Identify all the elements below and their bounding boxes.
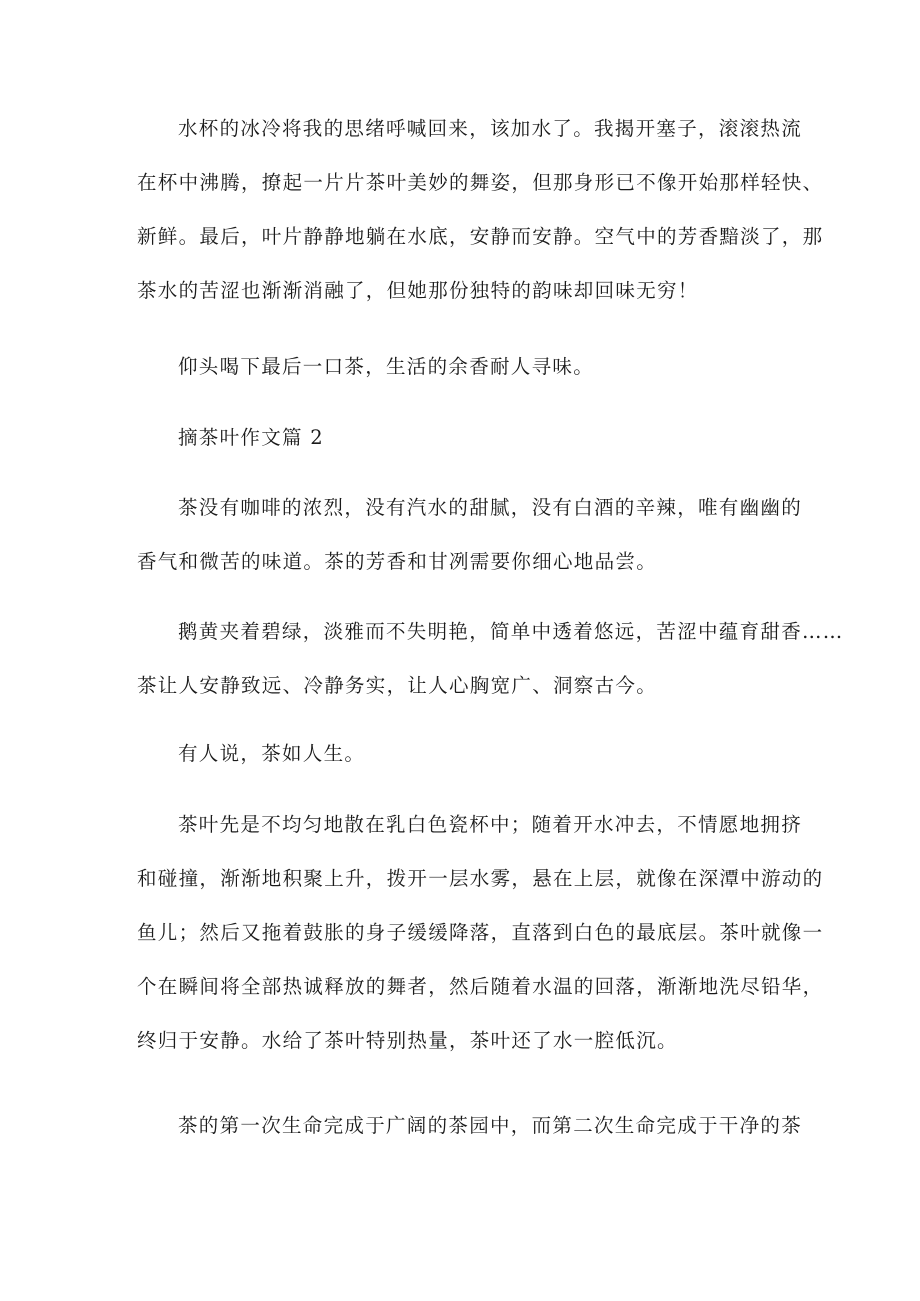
paragraph-water-cup bbox=[137, 102, 824, 318]
text-line: 在杯中沸腾，撩起一片片茶叶美妙的舞姿，但那身形已不像开始那样轻快、 bbox=[137, 171, 824, 194]
text-line: 个在瞬间将全部热诚释放的舞者，然后随着水温的回落，渐渐地洗尽铅华， bbox=[137, 975, 824, 998]
text-line: 新鲜。最后，叶片静静地躺在水底，安静而安静。空气中的芳香黯淡了，那 bbox=[137, 225, 824, 248]
text-line: 鹅黄夹着碧绿，淡雅而不失明艳，简单中透着悠远，苦涩中蕴育甜香…… bbox=[178, 620, 844, 643]
heading-text: 摘茶叶作文篇 2 bbox=[178, 426, 325, 449]
text-line: 鱼儿；然后又拖着鼓胀的身子缓缓降落，直落到白色的最底层。茶叶就像一 bbox=[137, 921, 824, 944]
paragraph-tea-first-life bbox=[137, 1099, 803, 1153]
text-line: 茶没有咖啡的浓烈，没有汽水的甜腻，没有白酒的辛辣，唯有幽幽的 bbox=[178, 496, 803, 519]
text-line: 终归于安静。水给了茶叶特别热量，茶叶还了水一腔低沉。 bbox=[137, 1029, 678, 1052]
paragraph-tea-leaves-dance bbox=[137, 798, 824, 1068]
text-line: 仰头喝下最后一口茶，生活的余香耐人寻味。 bbox=[178, 355, 595, 378]
paragraph-tea-like-life bbox=[137, 727, 797, 781]
text-line: 茶让人安静致远、冷静务实，让人心胸宽广、洞察古今。 bbox=[137, 674, 658, 697]
paragraph-last-sip bbox=[137, 340, 797, 394]
text-line: 茶叶先是不均匀地散在乳白色瓷杯中；随着开水冲去，不情愿地拥挤 bbox=[178, 813, 803, 836]
paragraph-tea-colors bbox=[137, 605, 844, 713]
text-line: 和碰撞，渐渐地积聚上升，拨开一层水雾，悬在上层，就像在深潭中游动的 bbox=[137, 867, 824, 890]
text-line: 茶水的苦涩也渐渐消融了，但她那份独特的韵味却回味无穷！ bbox=[137, 279, 699, 302]
text-line: 香气和微苦的味道。茶的芳香和甘冽需要你细心地品尝。 bbox=[137, 550, 658, 573]
text-line: 茶的第一次生命完成于广阔的茶园中，而第二次生命完成于干净的茶 bbox=[178, 1114, 803, 1137]
text-line: 有人说，茶如人生。 bbox=[178, 742, 366, 765]
section-heading bbox=[137, 411, 797, 465]
paragraph-tea-aroma bbox=[137, 481, 803, 589]
text-line: 水杯的冰冷将我的思绪呼喊回来，该加水了。我揭开塞子，滚滚热流 bbox=[178, 117, 803, 140]
